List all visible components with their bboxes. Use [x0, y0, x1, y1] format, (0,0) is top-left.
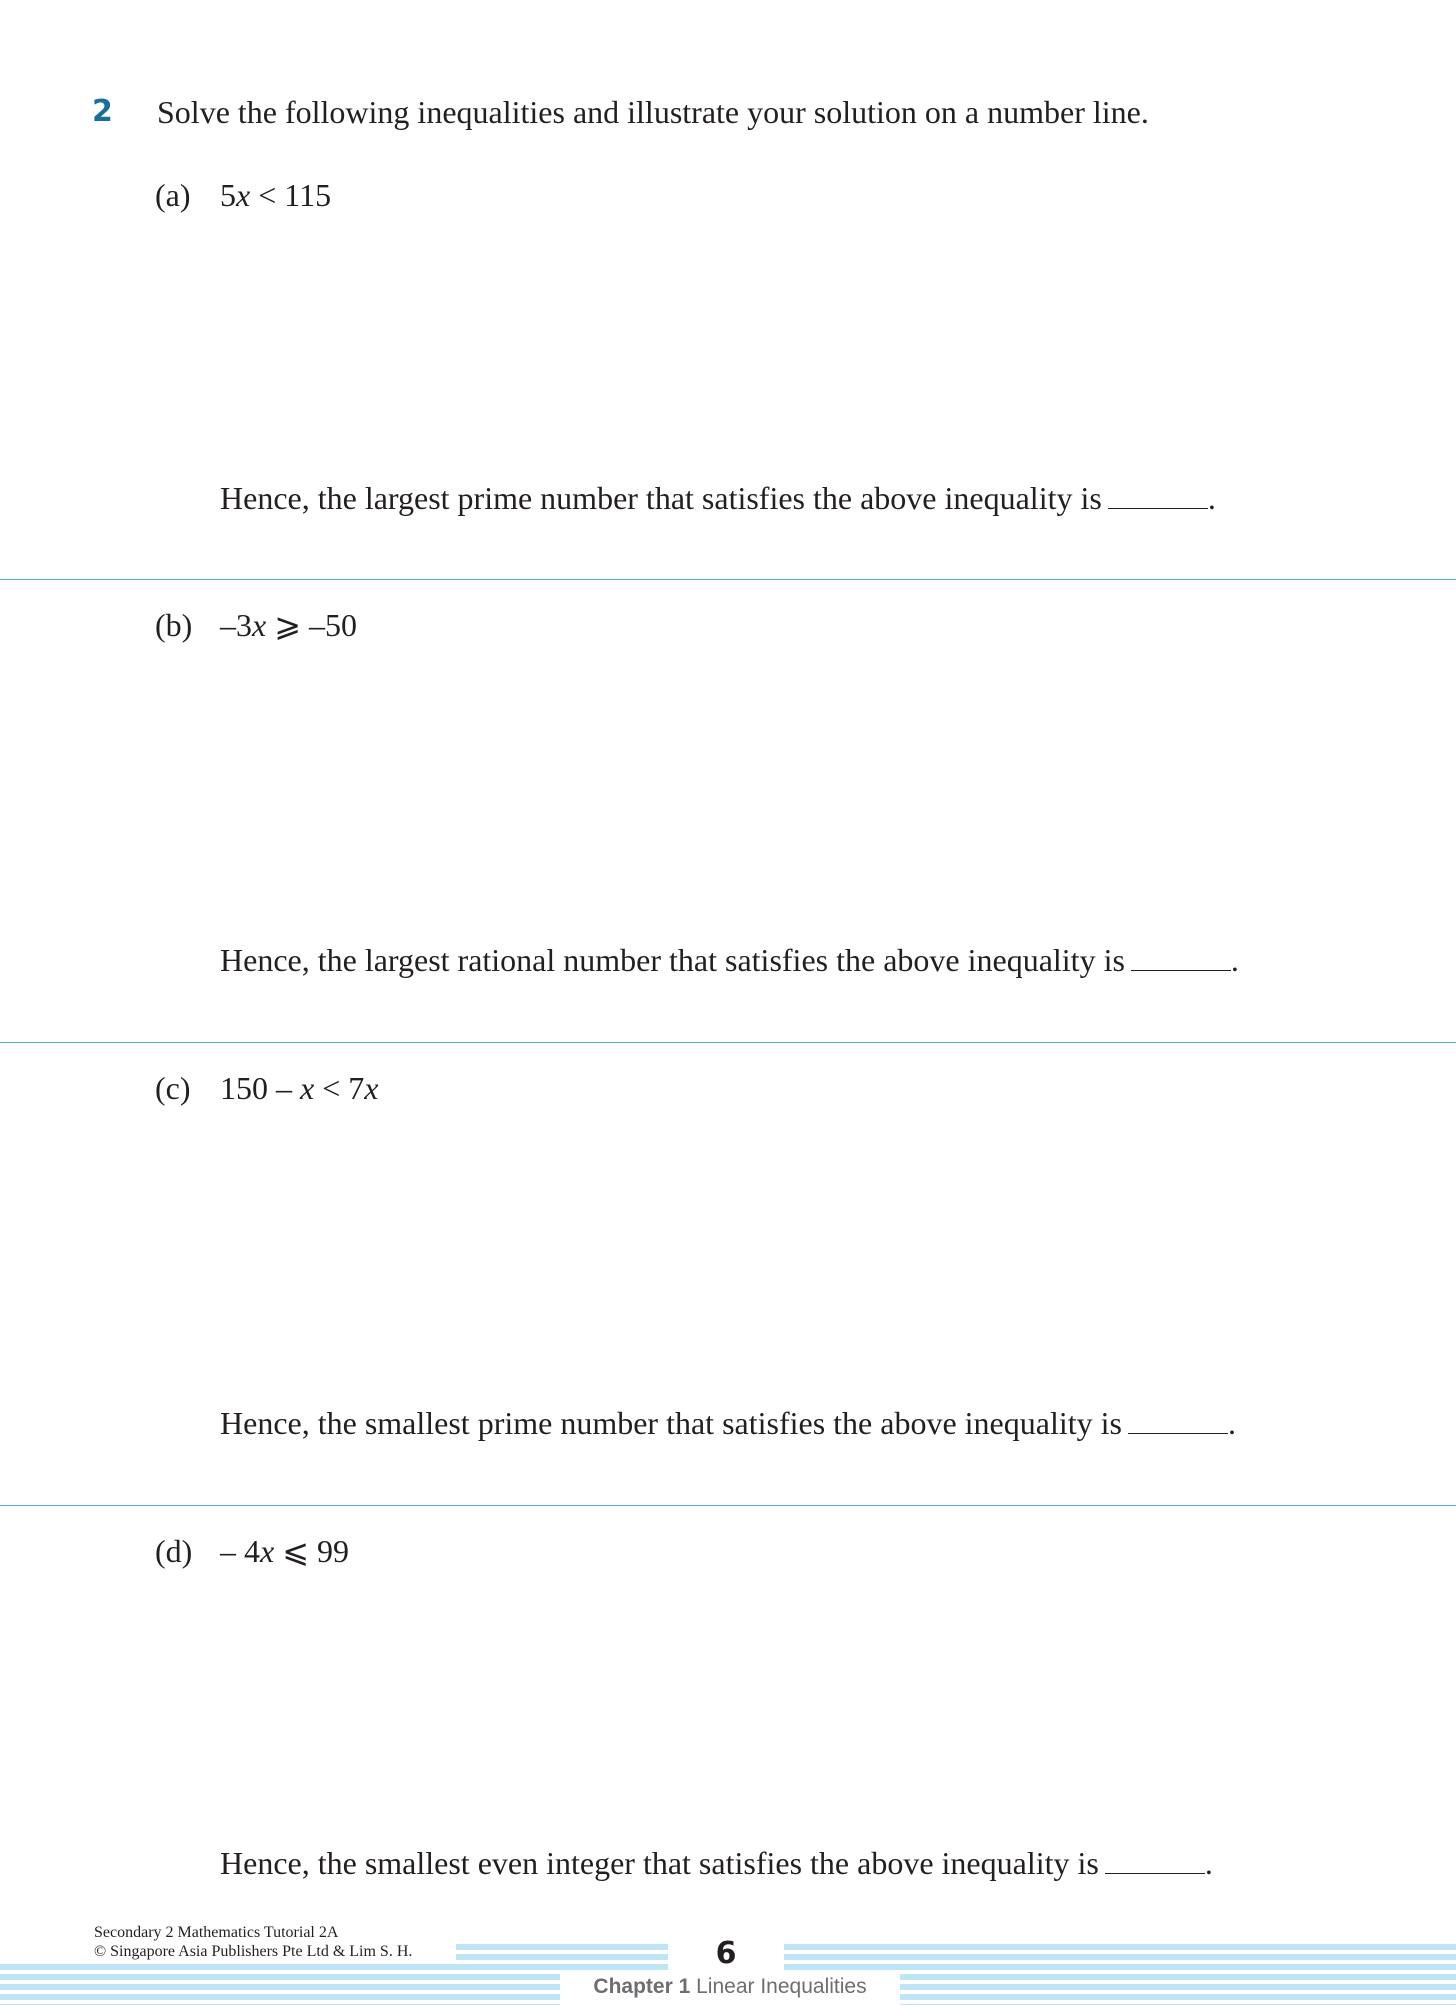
part-b-expr-post: ⩾ –50 — [266, 607, 358, 643]
part-d-answer-blank[interactable] — [1105, 1843, 1205, 1874]
chapter-title — [560, 1972, 900, 2002]
part-b-label: (b) — [155, 607, 193, 643]
part-b-hence-end: . — [1230, 942, 1239, 978]
part-b-expression — [220, 605, 357, 645]
chapter-name: Linear Inequalities — [696, 1975, 867, 1998]
part-b-hence — [220, 940, 1239, 980]
question-number: 2 — [92, 94, 113, 129]
part-c-answer-blank[interactable] — [1128, 1403, 1228, 1434]
part-c-hence-end: . — [1227, 1405, 1236, 1441]
part-d-expression — [220, 1531, 349, 1571]
part-c-hence-text: Hence, the smallest prime number that satisfies the above inequality is — [220, 1405, 1122, 1441]
part-c-expression — [220, 1068, 378, 1108]
chapter-label: Chapter 1 — [593, 1975, 691, 1998]
part-a-hence-end: . — [1207, 480, 1216, 516]
part-d-hence-text: Hence, the smallest even integer that satisfies the above inequality is — [220, 1845, 1099, 1881]
part-c-expr-var: x — [300, 1070, 315, 1106]
part-a-expression — [220, 175, 331, 215]
part-c-expr-var2: x — [364, 1070, 379, 1106]
part-a-expr-var: x — [236, 177, 251, 213]
part-a-answer-blank[interactable] — [1108, 478, 1208, 509]
section-divider-1 — [0, 579, 1456, 580]
part-a-hence — [220, 478, 1216, 518]
page-number: 6 — [715, 1936, 737, 1971]
footer-copyright: © Singapore Asia Publishers Pte Ltd & Lim S. H. — [94, 1943, 413, 1960]
footer-book-title: Secondary 2 Mathematics Tutorial 2A — [94, 1924, 339, 1941]
part-d-hence — [220, 1843, 1213, 1883]
part-b-hence-text: Hence, the largest rational number that satisfies the above inequality is — [220, 942, 1125, 978]
part-b-expr-pre: –3 — [220, 607, 252, 643]
part-b-answer-blank[interactable] — [1131, 940, 1231, 971]
part-d-expr-pre: – 4 — [220, 1533, 260, 1569]
part-b-expr-var: x — [252, 607, 267, 643]
part-d-expr-var: x — [260, 1533, 275, 1569]
part-c-expr-pre: 150 – — [220, 1070, 300, 1106]
part-c-expr-post: < 7 — [314, 1070, 365, 1106]
part-a-expr-post: < 115 — [250, 177, 332, 213]
part-d-hence-end: . — [1204, 1845, 1213, 1881]
part-a-label: (a) — [155, 177, 191, 213]
part-d-expr-post: ⩽ 99 — [274, 1533, 350, 1569]
part-a-expr-pre: 5 — [220, 177, 236, 213]
part-c-label: (c) — [155, 1070, 191, 1106]
section-divider-3 — [0, 1505, 1456, 1506]
part-c-hence — [220, 1403, 1236, 1443]
part-d-label: (d) — [155, 1533, 193, 1569]
section-divider-2 — [0, 1042, 1456, 1043]
part-a-hence-text: Hence, the largest prime number that satisfies the above inequality is — [220, 480, 1102, 516]
question-instruction: Solve the following inequalities and illustrate your solution on a number line. — [157, 94, 1149, 130]
